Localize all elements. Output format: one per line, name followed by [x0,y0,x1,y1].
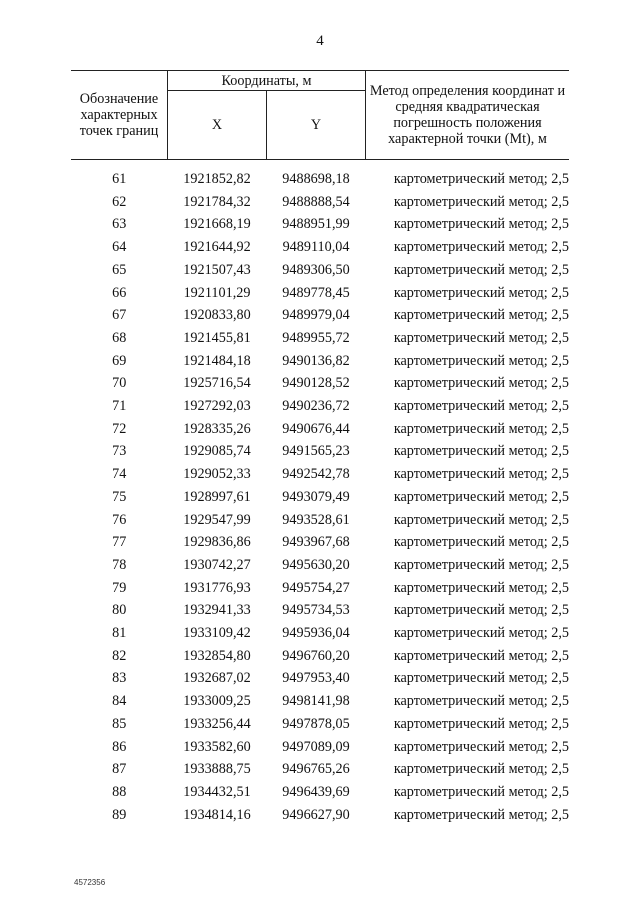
table-row [71,531,569,554]
point-number-cell: 73 [112,443,127,460]
y-coordinate-cell: 9490128,52 [282,375,350,392]
x-coordinate-cell: 1933256,44 [183,715,251,732]
method-cell: картометрический метод; 2,5 [393,602,569,619]
y-coordinate-cell: 9490136,82 [282,352,350,369]
x-coordinate-cell: 1929836,86 [183,534,251,551]
point-number-cell: 67 [112,307,127,324]
point-number-cell: 66 [112,284,127,301]
point-number-cell: 83 [112,670,127,687]
point-number-cell: 82 [112,647,127,664]
table-row [71,804,569,827]
y-coordinate-cell: 9497878,05 [282,715,350,732]
method-cell: картометрический метод; 2,5 [393,466,569,483]
method-cell: картометрический метод; 2,5 [393,193,569,210]
y-coordinate-cell: 9495754,27 [282,579,350,596]
method-cell: картометрический метод; 2,5 [393,352,569,369]
point-number-cell: 76 [112,511,127,528]
y-coordinate-cell: 9497953,40 [282,670,350,687]
x-coordinate-cell: 1931776,93 [183,579,251,596]
method-cell: картометрический метод; 2,5 [393,761,569,778]
method-cell: картометрический метод; 2,5 [393,783,569,800]
table-row [71,463,569,486]
table-row [71,554,569,577]
x-coordinate-cell: 1933888,75 [183,761,251,778]
x-coordinate-cell: 1928335,26 [183,420,251,437]
y-coordinate-cell: 9490676,44 [282,420,350,437]
method-cell: картометрический метод; 2,5 [393,488,569,505]
header-spacer [71,160,569,169]
table-row [71,213,569,236]
method-cell: картометрический метод; 2,5 [393,284,569,301]
method-cell: картометрический метод; 2,5 [393,693,569,710]
table-row [71,690,569,713]
header-x: X [168,91,267,160]
x-coordinate-cell: 1933109,42 [183,625,251,642]
y-coordinate-cell: 9492542,78 [282,466,350,483]
method-cell: картометрический метод; 2,5 [393,534,569,551]
table-row [71,191,569,214]
table-row [71,236,569,259]
point-number-cell: 61 [112,171,127,187]
x-coordinate-cell: 1921507,43 [183,261,251,278]
point-number-cell: 74 [112,466,127,483]
method-cell: картометрический метод; 2,5 [393,329,569,346]
x-coordinate-cell: 1929547,99 [183,511,251,528]
point-number-cell: 75 [112,488,127,505]
point-number-cell: 69 [112,352,127,369]
table-row [71,645,569,668]
point-number-cell: 77 [112,534,127,551]
y-coordinate-cell: 9497089,09 [282,738,350,755]
y-coordinate-cell: 9495630,20 [282,556,350,573]
method-cell: картометрический метод; 2,5 [393,806,569,823]
table-row [71,577,569,600]
header-point-designation: Обозначение характерных точек границ [71,71,168,160]
table-body [71,168,569,826]
y-coordinate-cell: 9496765,26 [282,761,350,778]
point-number-cell: 86 [112,738,127,755]
point-number-cell: 87 [112,761,127,778]
coordinates-table [71,70,569,826]
x-coordinate-cell: 1925716,54 [183,375,251,392]
table-row [71,168,569,191]
y-coordinate-cell: 9489110,04 [282,239,350,256]
y-coordinate-cell: 9495734,53 [282,602,350,619]
method-cell: картометрический метод; 2,5 [393,579,569,596]
y-coordinate-cell: 9489306,50 [282,261,350,278]
x-coordinate-cell: 1921668,19 [183,216,251,233]
table-row [71,713,569,736]
method-cell: картометрический метод; 2,5 [393,625,569,642]
method-cell: картометрический метод; 2,5 [393,647,569,664]
y-coordinate-cell: 9495936,04 [282,625,350,642]
x-coordinate-cell: 1933009,25 [183,693,251,710]
y-coordinate-cell: 9496627,90 [282,806,350,823]
header-method: Метод определения координат и средняя квадратическая погрешность положения характерной точки (Mt), м [366,71,570,160]
x-coordinate-cell: 1921644,92 [183,239,251,256]
method-cell: картометрический метод; 2,5 [393,216,569,233]
point-number-cell: 65 [112,261,127,278]
point-number-cell: 89 [112,806,127,823]
point-number-cell: 78 [112,556,127,573]
point-number-cell: 85 [112,715,127,732]
y-coordinate-cell: 9490236,72 [282,398,350,415]
point-number-cell: 68 [112,329,127,346]
y-coordinate-cell: 9491565,23 [282,443,350,460]
table-row [71,758,569,781]
method-cell: картометрический метод; 2,5 [393,375,569,392]
x-coordinate-cell: 1932687,02 [183,670,251,687]
method-cell: картометрический метод; 2,5 [393,307,569,324]
y-coordinate-cell: 9493967,68 [282,534,350,551]
method-cell: картометрический метод; 2,5 [393,511,569,528]
x-coordinate-cell: 1929052,33 [183,466,251,483]
document-id: 4572356 [74,878,106,887]
table-row [71,599,569,622]
table-row [71,395,569,418]
x-coordinate-cell: 1920833,80 [183,307,251,324]
method-cell: картометрический метод; 2,5 [393,398,569,415]
x-coordinate-cell: 1930742,27 [183,556,251,573]
table-row [71,372,569,395]
x-coordinate-cell: 1921852,82 [183,171,251,187]
point-number-cell: 71 [112,398,127,415]
header-coordinates: Координаты, м [168,71,366,91]
table-row [71,282,569,305]
point-number-cell: 72 [112,420,127,437]
table-row [71,622,569,645]
method-cell: картометрический метод; 2,5 [393,420,569,437]
table-header [71,71,569,160]
table-row [71,781,569,804]
table-row [71,418,569,441]
x-coordinate-cell: 1921101,29 [183,284,251,301]
method-cell: картометрический метод; 2,5 [393,556,569,573]
x-coordinate-cell: 1934432,51 [183,783,251,800]
method-cell: картометрический метод; 2,5 [393,715,569,732]
x-coordinate-cell: 1933582,60 [183,738,251,755]
x-coordinate-cell: 1929085,74 [183,443,251,460]
y-coordinate-cell: 9488951,99 [282,216,350,233]
y-coordinate-cell: 9493079,49 [282,488,350,505]
point-number-cell: 81 [112,625,127,642]
y-coordinate-cell: 9489955,72 [282,329,350,346]
y-coordinate-cell: 9496760,20 [282,647,350,664]
x-coordinate-cell: 1921784,32 [183,193,251,210]
table-row [71,486,569,509]
method-cell: картометрический метод; 2,5 [393,239,569,256]
x-coordinate-cell: 1932941,33 [183,602,251,619]
method-cell: картометрический метод; 2,5 [393,670,569,687]
table-row [71,667,569,690]
y-coordinate-cell: 9498141,98 [282,693,350,710]
table-row [71,440,569,463]
point-number-cell: 84 [112,693,127,710]
page-number: 4 [316,33,324,49]
table-row [71,259,569,282]
table-row [71,736,569,759]
x-coordinate-cell: 1921484,18 [183,352,251,369]
y-coordinate-cell: 9496439,69 [282,783,350,800]
point-number-cell: 63 [112,216,127,233]
x-coordinate-cell: 1921455,81 [183,329,251,346]
y-coordinate-cell: 9488698,18 [282,171,350,187]
method-cell: картометрический метод; 2,5 [393,443,569,460]
x-coordinate-cell: 1932854,80 [183,647,251,664]
y-coordinate-cell: 9489778,45 [282,284,350,301]
y-coordinate-cell: 9489979,04 [282,307,350,324]
point-number-cell: 64 [112,239,127,256]
x-coordinate-cell: 1934814,16 [183,806,251,823]
method-cell: картометрический метод; 2,5 [393,738,569,755]
point-number-cell: 88 [112,783,127,800]
y-coordinate-cell: 9488888,54 [282,193,350,210]
method-cell: картометрический метод; 2,5 [393,261,569,278]
y-coordinate-cell: 9493528,61 [282,511,350,528]
point-number-cell: 70 [112,375,127,392]
point-number-cell: 62 [112,193,127,210]
point-number-cell: 79 [112,579,127,596]
point-number-cell: 80 [112,602,127,619]
x-coordinate-cell: 1928997,61 [183,488,251,505]
table-row [71,350,569,373]
table-row [71,327,569,350]
table-row [71,509,569,532]
table-row [71,304,569,327]
method-cell: картометрический метод; 2,5 [393,171,569,187]
header-y: Y [267,91,366,160]
x-coordinate-cell: 1927292,03 [183,398,251,415]
